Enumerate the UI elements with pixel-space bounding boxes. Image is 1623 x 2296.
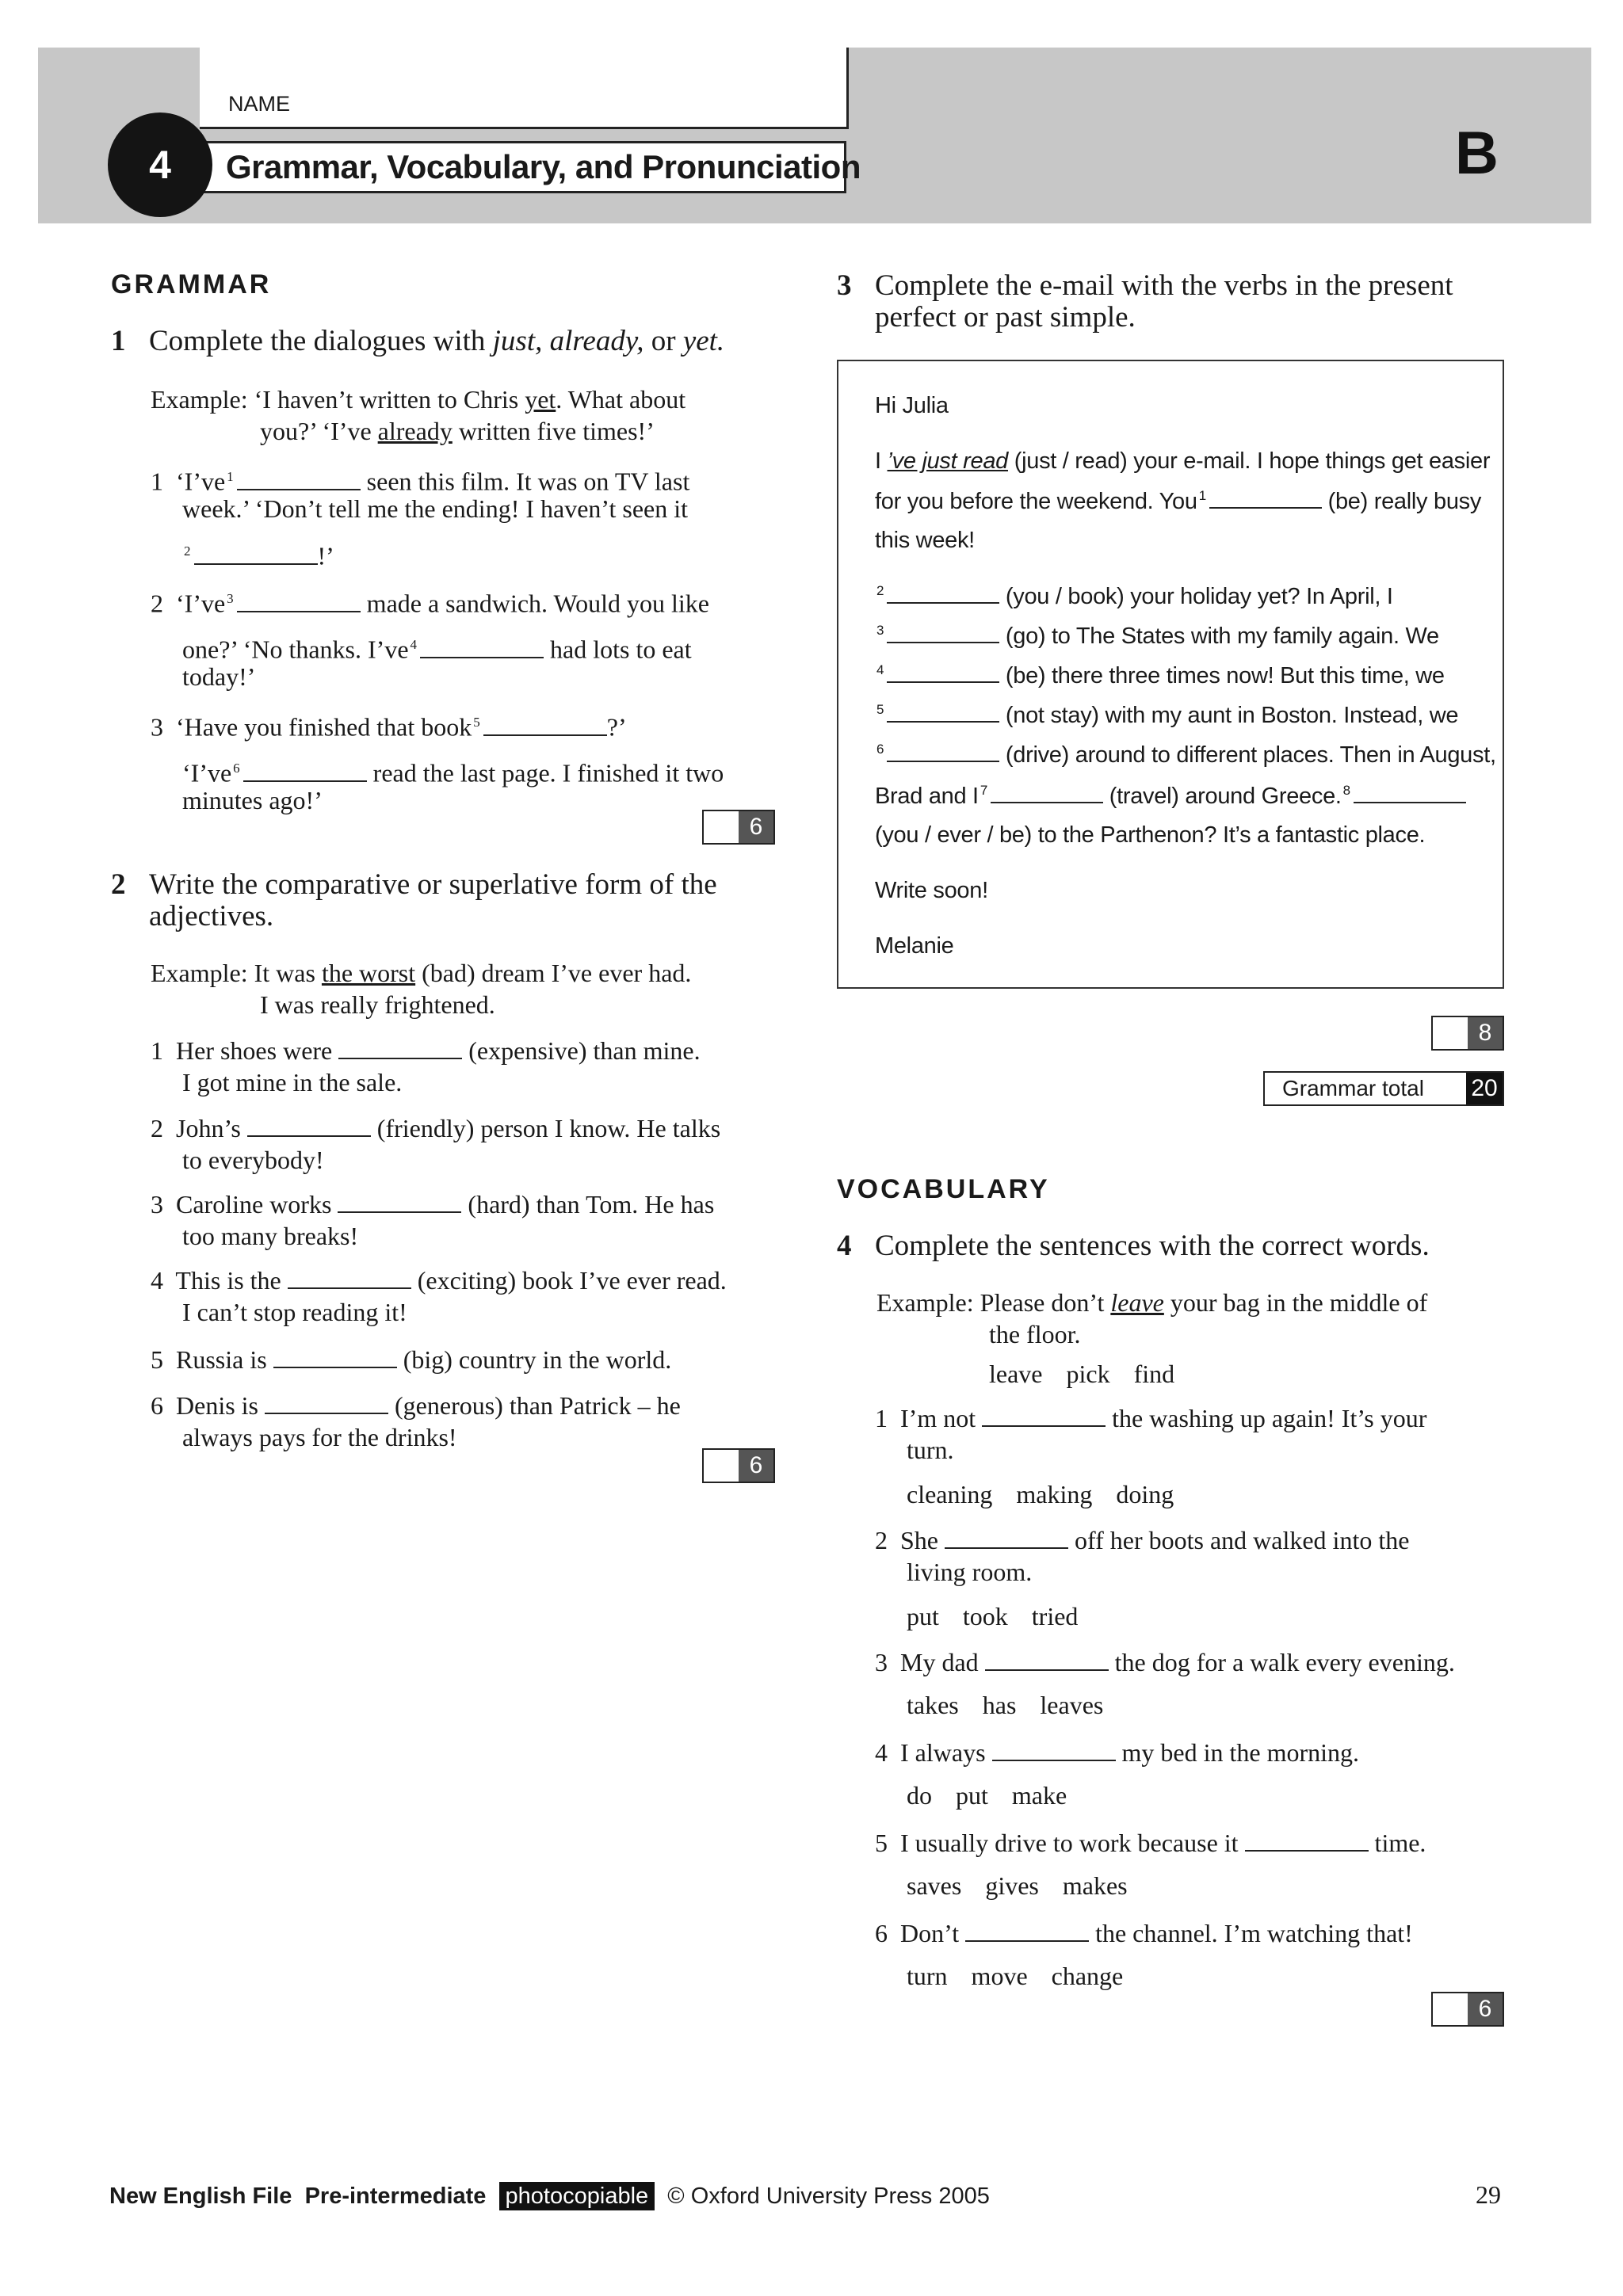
item-text: ‘I’ve: [176, 589, 226, 618]
q2-item-line2: too many breaks!: [182, 1222, 359, 1250]
email-row: [875, 702, 1458, 729]
q1-example-label: Example:: [151, 385, 248, 414]
email-row: [875, 583, 1393, 610]
footer-photocopiable: photocopiable: [499, 2182, 655, 2210]
q4-ex-u: leave: [1110, 1288, 1164, 1317]
answer-blank[interactable]: [237, 468, 361, 490]
blank-number: 6: [233, 761, 240, 776]
item-text: ‘Have you finished that book: [176, 712, 472, 742]
email-row: [875, 742, 1496, 769]
q3-score: 8: [1468, 1017, 1503, 1049]
q4-item: [875, 1402, 1426, 1434]
item-text: Caroline works: [176, 1190, 332, 1219]
q4-score-box[interactable]: [1431, 1992, 1504, 2027]
item-text: (expensive) than mine.: [468, 1036, 701, 1065]
item-text: made a sandwich. Would you like: [366, 589, 709, 618]
q1-item-3-line2: [182, 753, 724, 789]
q2-number: 2: [111, 868, 126, 901]
item-number: 4: [875, 1738, 888, 1767]
q1-example-line2: [260, 415, 655, 447]
q4-example-line1: [876, 1287, 1427, 1318]
answer-blank[interactable]: [887, 742, 999, 762]
item-text: John’s: [176, 1114, 241, 1142]
q4-item: [875, 1737, 1359, 1768]
q2-item: [151, 1390, 681, 1421]
blank-number: 4: [410, 637, 418, 652]
blank-number: 1: [227, 469, 234, 484]
q1-item-2-line2: [182, 629, 692, 666]
q2-instr-line1: Write the comparative or superlative form of the: [149, 868, 717, 901]
q4-item: [875, 1917, 1413, 1949]
q4-item: [875, 1524, 1409, 1556]
unit-badge: 4: [108, 113, 212, 217]
email-signoff: Write soon!: [875, 878, 988, 903]
answer-blank[interactable]: [265, 1392, 388, 1414]
item-text: My dad: [900, 1648, 979, 1676]
item-number: 3: [875, 1648, 888, 1676]
q2-item: [151, 1112, 720, 1144]
item-text: Denis is: [176, 1391, 258, 1420]
q3-number: 3: [837, 269, 852, 302]
answer-blank[interactable]: [338, 1191, 461, 1213]
answer-blank[interactable]: [273, 1346, 397, 1368]
q1-ex2-a: you?’ ‘I’ve: [260, 417, 378, 445]
item-text: ‘I’ve: [176, 467, 226, 496]
q1-ex-u: yet: [525, 385, 556, 414]
q4-item: [875, 1646, 1455, 1678]
q1-ex2-b: written five times!’: [452, 417, 655, 445]
q4-ex-b: your bag in the middle of: [1163, 1288, 1428, 1317]
item-text: my bed in the morning.: [1121, 1738, 1360, 1767]
q1-number: 1: [111, 325, 126, 357]
q4-item-options: do put make: [907, 1781, 1067, 1810]
blank-number: 5: [876, 702, 884, 718]
q4-item-options: put took tried: [907, 1602, 1079, 1630]
q2-item-line2: I got mine in the sale.: [182, 1068, 403, 1097]
item-text: !’: [317, 541, 334, 570]
q2-ex-b: (bad) dream I’ve ever had.: [415, 959, 692, 987]
q3-instr-line2: perfect or past simple.: [875, 301, 1136, 334]
item-text: the channel. I’m watching that!: [1095, 1919, 1413, 1947]
q2-item-line2: to everybody!: [182, 1146, 324, 1174]
email-greeting: Hi Julia: [875, 393, 949, 418]
answer-blank[interactable]: [887, 583, 999, 604]
item-text: This is the: [175, 1266, 281, 1295]
item-number: 1: [151, 467, 163, 496]
q4-example-options: leave pick find: [989, 1360, 1175, 1388]
grammar-total: 20: [1466, 1073, 1503, 1104]
item-text: Her shoes were: [176, 1036, 333, 1065]
name-label: NAME: [228, 92, 291, 116]
item-text: (generous) than Patrick – he: [395, 1391, 681, 1420]
blank-number: 4: [876, 662, 884, 678]
item-number: 6: [875, 1919, 888, 1947]
q2-ex-u: the worst: [321, 959, 416, 987]
q1-item-1-line3: [182, 536, 334, 572]
q2-example-label: Example:: [151, 959, 248, 987]
answer-blank[interactable]: [887, 702, 999, 723]
answer-blank[interactable]: [338, 1037, 462, 1059]
q4-ex-a: Please don’t: [980, 1288, 1111, 1317]
q1-item-1-line2: week.’ ‘Don’t tell me the ending! I haven’t seen it: [182, 494, 689, 523]
email-text: (just / read) your e-mail. I hope things get easier: [1007, 448, 1491, 474]
grammar-total-box[interactable]: [1263, 1071, 1504, 1106]
q4-number: 4: [837, 1230, 852, 1262]
email-line-1: [875, 448, 1490, 475]
q4-item-options: cleaning making doing: [907, 1480, 1174, 1508]
item-text: the dog for a walk every evening.: [1114, 1648, 1455, 1676]
item-text: had lots to eat: [550, 635, 692, 664]
grammar-heading: GRAMMAR: [111, 269, 272, 299]
email-line-3: this week!: [875, 528, 975, 553]
item-text: (exciting) book I’ve ever read.: [417, 1266, 727, 1295]
q1-ex-b: . What about: [556, 385, 686, 414]
item-text: the washing up again! It’s your: [1112, 1404, 1427, 1432]
item-number: 3: [151, 712, 163, 742]
title-box: [200, 141, 861, 193]
q1-item-3-line3: minutes ago!’: [182, 786, 323, 814]
email-text: (go) to The States with my family again. We: [1005, 624, 1439, 649]
answer-blank[interactable]: [243, 760, 367, 782]
item-text: one?’ ‘No thanks. I’ve: [182, 635, 409, 664]
item-number: 1: [875, 1404, 888, 1432]
q1-item-1: [151, 461, 689, 498]
version-letter: B: [1455, 120, 1499, 187]
email-row: [875, 662, 1445, 689]
answer-blank[interactable]: [1245, 1829, 1369, 1852]
answer-blank[interactable]: [420, 636, 544, 658]
answer-blank[interactable]: [1354, 783, 1466, 803]
q2-example-line1: [151, 957, 691, 989]
footer-credit: [109, 2183, 990, 2210]
item-text: ‘I’ve: [182, 758, 232, 788]
blank-number: 3: [227, 591, 234, 606]
item-text: off her boots and walked into the: [1075, 1526, 1410, 1554]
q1-ex-a: ‘I haven’t written to Chris: [254, 385, 525, 414]
item-number: 2: [151, 1114, 163, 1142]
item-text: time.: [1374, 1829, 1426, 1857]
item-text: I usually drive to work because it: [900, 1829, 1239, 1857]
item-text: Russia is: [176, 1345, 267, 1374]
q4-item: [875, 1827, 1426, 1859]
item-text: (hard) than Tom. He has: [468, 1190, 715, 1219]
email-line-2: for you before the weekend. You $^1$ (be) really busy: [875, 488, 1482, 514]
email-text: (be) there three times now! But this time, we: [1005, 663, 1445, 688]
q2-score: 6: [739, 1450, 773, 1482]
q3-instr-line1: Complete the e-mail with the verbs in the present: [875, 269, 1453, 302]
q2-item: [151, 1188, 714, 1220]
item-text: I always: [900, 1738, 986, 1767]
answer-blank[interactable]: [194, 543, 318, 565]
email-text: I: [875, 448, 888, 474]
q2-score-box[interactable]: [702, 1448, 775, 1483]
footer-book: New English File: [109, 2183, 292, 2209]
email-text: (you / book) your holiday yet? In April, I: [1005, 584, 1393, 609]
email-text: (drive) around to different places. Then in August,: [1005, 742, 1496, 768]
answer-blank[interactable]: [945, 1527, 1068, 1549]
q4-item-options: turn move change: [907, 1962, 1124, 1990]
footer-level: Pre-intermediate: [304, 2183, 487, 2209]
q2-item: [151, 1344, 671, 1375]
email-example-answer: ’ve just read: [887, 448, 1008, 474]
q2-instr-line2: adjectives.: [149, 900, 274, 933]
q4-example-line2: the floor.: [989, 1320, 1081, 1348]
q2-example-line2: I was really frightened.: [260, 990, 495, 1019]
item-number: 4: [151, 1266, 163, 1295]
q3-score-box[interactable]: [1431, 1016, 1504, 1051]
item-text: I’m not: [900, 1404, 976, 1432]
q2-ex-a: It was: [254, 959, 322, 987]
blank-number: 2: [876, 583, 884, 599]
blank-number: 3: [876, 623, 884, 639]
email-text: (travel) around Greece.: [1109, 784, 1342, 809]
answer-blank[interactable]: [1209, 488, 1322, 509]
item-text: (big) country in the world.: [403, 1345, 672, 1374]
page-title: Grammar, Vocabulary, and Pronunciation: [226, 148, 861, 185]
q4-item-line2: turn.: [907, 1436, 954, 1464]
q1-item-2: [151, 583, 709, 620]
name-box[interactable]: [200, 48, 849, 129]
answer-blank[interactable]: [887, 662, 999, 683]
page-number: 29: [1476, 2180, 1501, 2209]
item-text: seen this film. It was on TV last: [366, 467, 690, 496]
item-number: 2: [151, 589, 163, 618]
answer-blank[interactable]: [483, 714, 607, 736]
email-line-9: Brad and I $^7$ (travel) around Greece. $^8$: [875, 783, 1466, 810]
item-number: 5: [151, 1345, 163, 1374]
item-text: She: [900, 1526, 938, 1554]
q2-item: [151, 1035, 701, 1066]
email-row: [875, 623, 1439, 650]
email-text: for you before the weekend. You: [875, 489, 1197, 514]
q1-instr-mid: or: [643, 325, 683, 357]
q4-example-label: Example:: [876, 1288, 974, 1317]
email-text: (be) really busy: [1327, 489, 1482, 514]
q1-instr-last: yet.: [682, 325, 725, 357]
answer-blank[interactable]: [985, 1649, 1109, 1671]
q2-item: [151, 1264, 727, 1296]
item-text: (friendly) person I know. He talks: [376, 1114, 721, 1142]
q1-ex2-u: already: [377, 417, 453, 445]
email-line-10: (you / ever / be) to the Parthenon? It’s a fantastic place.: [875, 822, 1426, 848]
answer-blank[interactable]: [288, 1267, 411, 1289]
item-text: ?’: [606, 712, 627, 742]
q1-instr-words: just, already,: [492, 325, 644, 357]
item-text: Don’t: [900, 1919, 960, 1947]
q4-instr: Complete the sentences with the correct words.: [875, 1230, 1430, 1262]
answer-blank[interactable]: [965, 1920, 1089, 1942]
q4-score: 6: [1468, 1993, 1503, 2025]
blank-number: 2: [184, 543, 191, 559]
item-number: 5: [875, 1829, 888, 1857]
q1-score-box[interactable]: [702, 810, 775, 845]
q4-item-options: takes has leaves: [907, 1691, 1104, 1719]
q1-item-3: [151, 707, 627, 743]
q2-item-line2: I can’t stop reading it!: [182, 1298, 407, 1326]
email-signature: Melanie: [875, 933, 954, 959]
item-number: 1: [151, 1036, 163, 1065]
blank-number: 5: [473, 715, 480, 730]
q1-example-line1: [151, 383, 685, 415]
email-text: Brad and I: [875, 784, 979, 809]
grammar-total-label: Grammar total: [1282, 1076, 1424, 1100]
answer-blank[interactable]: [992, 1739, 1116, 1761]
item-number: 3: [151, 1190, 163, 1219]
q2-item-line2: always pays for the drinks!: [182, 1423, 457, 1451]
item-text: read the last page. I finished it two: [372, 758, 724, 788]
q4-item-options: saves gives makes: [907, 1871, 1128, 1900]
q1-instr-a: Complete the dialogues with: [149, 325, 493, 357]
answer-blank[interactable]: [237, 590, 361, 612]
q4-item-line2: living room.: [907, 1558, 1033, 1586]
item-number: 6: [151, 1391, 163, 1420]
email-text: (not stay) with my aunt in Boston. Instead, we: [1005, 703, 1459, 728]
answer-blank[interactable]: [887, 623, 999, 643]
answer-blank[interactable]: [982, 1405, 1106, 1427]
item-number: 2: [875, 1526, 888, 1554]
q1-score: 6: [739, 811, 773, 843]
answer-blank[interactable]: [247, 1115, 371, 1137]
q1-item-2-line3: today!’: [182, 662, 256, 691]
answer-blank[interactable]: [991, 783, 1103, 803]
vocabulary-heading: VOCABULARY: [837, 1174, 1050, 1204]
footer-copyright: © Oxford University Press 2005: [667, 2183, 990, 2209]
blank-number: 6: [876, 742, 884, 757]
